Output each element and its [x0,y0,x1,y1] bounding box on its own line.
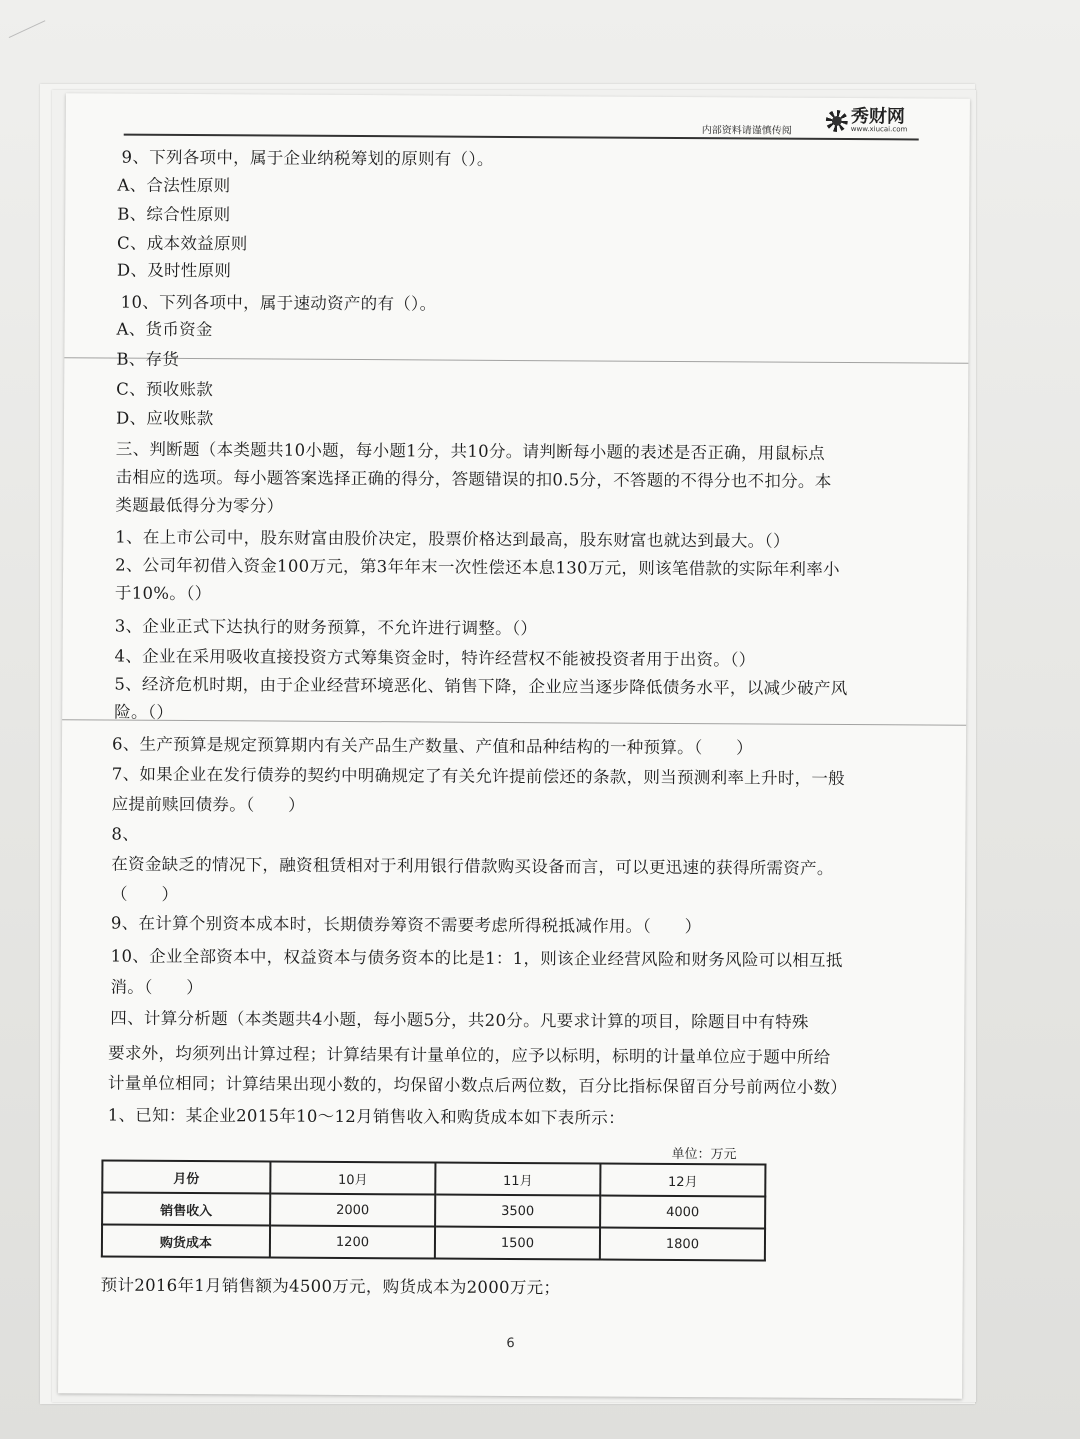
text-line: 类题最低得分为零分） [115,495,284,516]
table-header-cell: 10月 [270,1162,435,1195]
text-line: A、合法性原则 [117,175,231,196]
text-line: 2、公司年初借入资金100万元，第3年年末一次性偿还本息130万元，则该笔借款的实际年利率小 [115,555,840,579]
text-line: 击相应的选项。每小题答案选择正确的得分，答题错误的扣0.5分，不答题的不得分也不扣分。本 [115,467,832,491]
text-line: 1、在上市公司中，股东财富由股价决定，股票价格达到最高，股东财富也就达到最大。（） [115,527,790,551]
brand-name: 秀财网 [850,106,905,128]
text-line: 5、经济危机时期，由于企业经营环境恶化、销售下降，企业应当逐步降低债务水平，以减少破产风 [114,674,848,699]
exam-page [58,93,970,1398]
table-header-cell: 月份 [102,1160,270,1193]
text-line: 在资金缺乏的情况下，融资租赁相对于利用银行借款购买设备而言，可以更迅速的获得所需资产。 [111,854,834,878]
text-line: 要求外，均须列出计算过程；计算结果有计量单位的，应予以标明，标明的计量单位应于题中所给 [108,1043,831,1067]
text-line: D、应收账款 [115,408,214,429]
text-line: 9、在计算个别资本成本时，长期债券筹资不需要考虑所得税抵减作用。（ ） [110,913,702,937]
text-line: 8、 [111,824,140,844]
text-line: 险。（） [114,702,174,722]
page-number: 6 [506,1335,515,1352]
text-line: 应提前赎回债券。（ ） [111,794,306,815]
table-cell: 1800 [600,1228,765,1261]
text-line: （ ） [111,884,179,904]
text-line: 10、企业全部资本中，权益资本与债务资本的比是1：1，则该企业经营风险和财务风险可以相互抵 [110,946,843,971]
table-cell: 购货成本 [102,1224,270,1257]
brand-url: www.xiucai.com [850,125,908,134]
text-line: 计量单位相同；计算结果出现小数的，均保留小数点后两位数，百分比指标保留百分号前两位小数） [107,1073,848,1098]
table-cell: 1500 [435,1227,600,1260]
text-line: 4、企业在采用吸收直接投资方式筹集资金时，特许经营权不能被投资者用于出资。（） [114,646,756,670]
text-line: 10、下列各项中，属于速动资产的有（）。 [120,292,437,314]
text-line: C、成本效益原则 [117,233,248,254]
table-unit: 单位：万元 [671,1146,737,1163]
table-header-row [102,1160,765,1196]
question-body [107,94,942,1159]
text-line: 于10%。（） [114,583,212,604]
header-notice: 内部资料请谨慎传阅 [701,125,792,137]
table-cell: 4000 [600,1196,765,1229]
text-line: 三、判断题（本类题共10小题，每小题1分，共10分。请判断每小题的表述是否正确，用鼠标点 [115,439,826,463]
table-row [102,1192,765,1228]
text-line: 四、计算分析题（本类题共4小题，每小题5分，共20分。凡要求计算的项目，除题目中有特殊 [110,1008,809,1032]
sales-purchase-table [101,1159,767,1261]
table-row [102,1224,765,1260]
table-cell: 1200 [270,1226,435,1259]
table-cell: 2000 [270,1194,435,1227]
text-line: 9、下列各项中，属于企业纳税筹划的原则有（）。 [121,147,494,169]
text-line: B、综合性原则 [117,204,231,225]
table-cell: 销售收入 [102,1192,270,1225]
text-line: A、货币资金 [116,319,213,340]
table-header-cell: 11月 [435,1163,600,1196]
text-line: 6、生产预算是规定预算期内有关产品生产数量、产值和品种结构的一种预算。（ ） [111,734,754,758]
table-cell: 3500 [435,1195,600,1228]
text-line: C、预收账款 [116,379,214,400]
text-line: 3、企业正式下达执行的财务预算，不允许进行调整。（） [114,616,538,639]
text-line: 7、如果企业在发行债券的契约中明确规定了有关允许提前偿还的条款，则当预测利率上升时，一般 [111,764,846,789]
text-line: D、及时性原则 [116,260,232,281]
after-table-text: 预计2016年1月销售额为4500万元，购货成本为2000万元； [100,1275,561,1298]
text-line: 消。（ ） [110,977,204,998]
text-line: 1、已知：某企业2015年10～12月销售收入和购货成本如下表所示： [107,1105,625,1128]
text-line: B、存货 [116,349,180,369]
table-header-cell: 12月 [600,1164,765,1197]
